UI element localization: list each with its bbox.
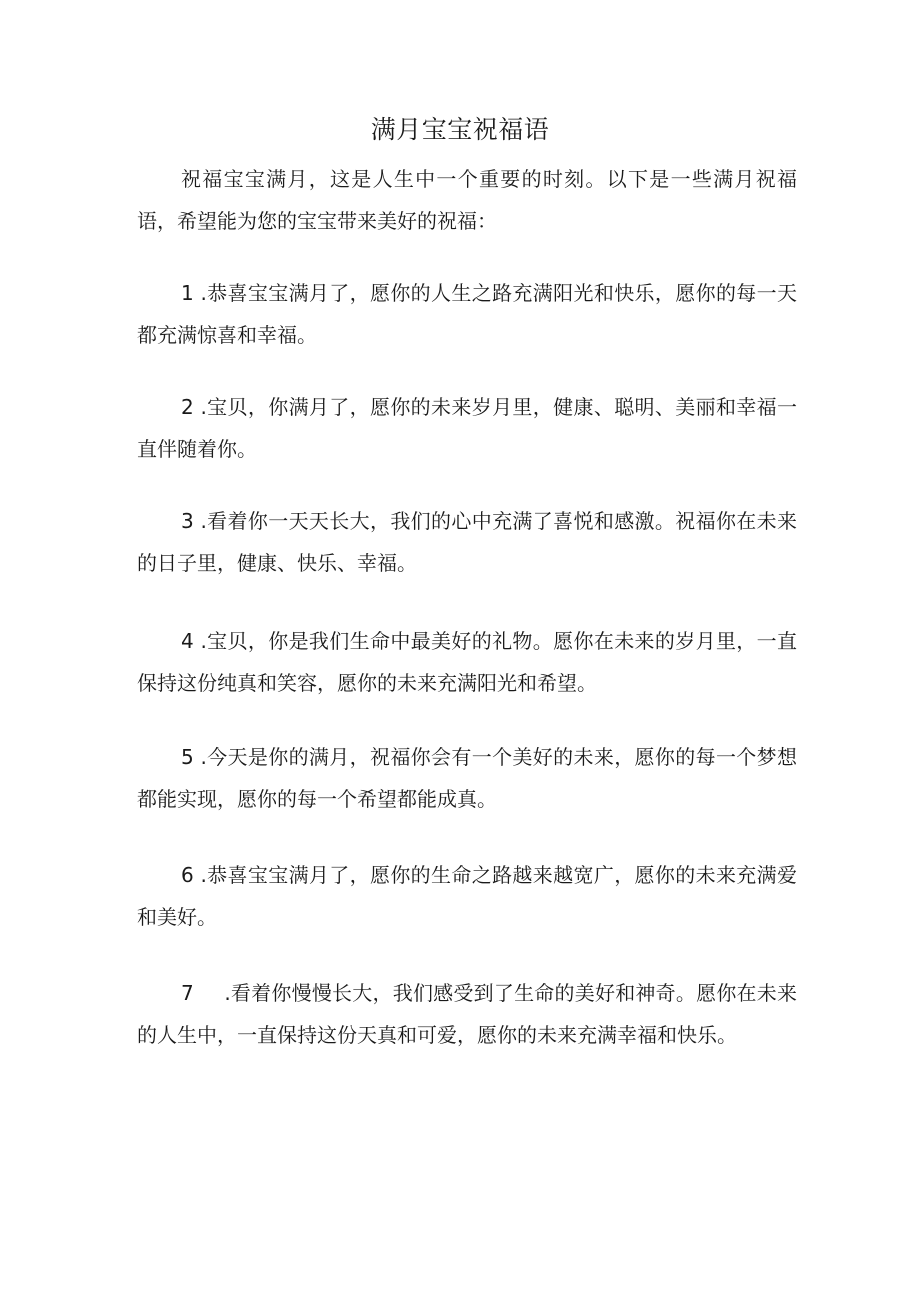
item-number: 4 [181, 629, 194, 653]
blessing-item-2 [137, 386, 797, 470]
item-number: 5 [181, 745, 194, 769]
item-text: .恭喜宝宝满月了，愿你的生命之路越来越宽广，愿你的未来充满爱和美好。 [137, 863, 798, 929]
item-text: .今天是你的满月，祝福你会有一个美好的未来，愿你的每一个梦想都能实现，愿你的每一个希望都能成真。 [137, 745, 798, 811]
blessing-item-4 [137, 620, 797, 704]
document-title: 满月宝宝祝福语 [370, 115, 550, 144]
item-text: .宝贝，你是我们生命中最美好的礼物。愿你在未来的岁月里，一直保持这份纯真和笑容，愿你的未来充满阳光和希望。 [137, 629, 798, 695]
item-number: 3 [181, 509, 194, 533]
item-number: 7 [181, 981, 194, 1005]
item-text: .看着你一天天长大，我们的心中充满了喜悦和感激。祝福你在未来的日子里，健康、快乐、幸福。 [137, 509, 798, 575]
item-text: .看着你慢慢长大，我们感受到了生命的美好和神奇。愿你在未来的人生中，一直保持这份天真和可爱，愿你的未来充满幸福和快乐。 [137, 981, 798, 1047]
item-text: .宝贝，你满月了，愿你的未来岁月里，健康、聪明、美丽和幸福一直伴随着你。 [137, 395, 798, 461]
item-number: 6 [181, 863, 194, 887]
blessing-item-7 [137, 972, 797, 1056]
item-number: 2 [181, 395, 194, 419]
item-text: .恭喜宝宝满月了，愿你的人生之路充满阳光和快乐，愿你的每一天都充满惊喜和幸福。 [137, 281, 798, 347]
blessing-item-5 [137, 736, 797, 820]
blessing-item-3 [137, 500, 797, 584]
intro-paragraph: 祝福宝宝满月，这是人生中一个重要的时刻。以下是一些满月祝福语，希望能为您的宝宝带来美好的祝福： [137, 167, 797, 233]
blessing-item-1 [137, 272, 797, 356]
blessing-item-6 [137, 854, 797, 938]
item-number: 1 [181, 281, 194, 305]
